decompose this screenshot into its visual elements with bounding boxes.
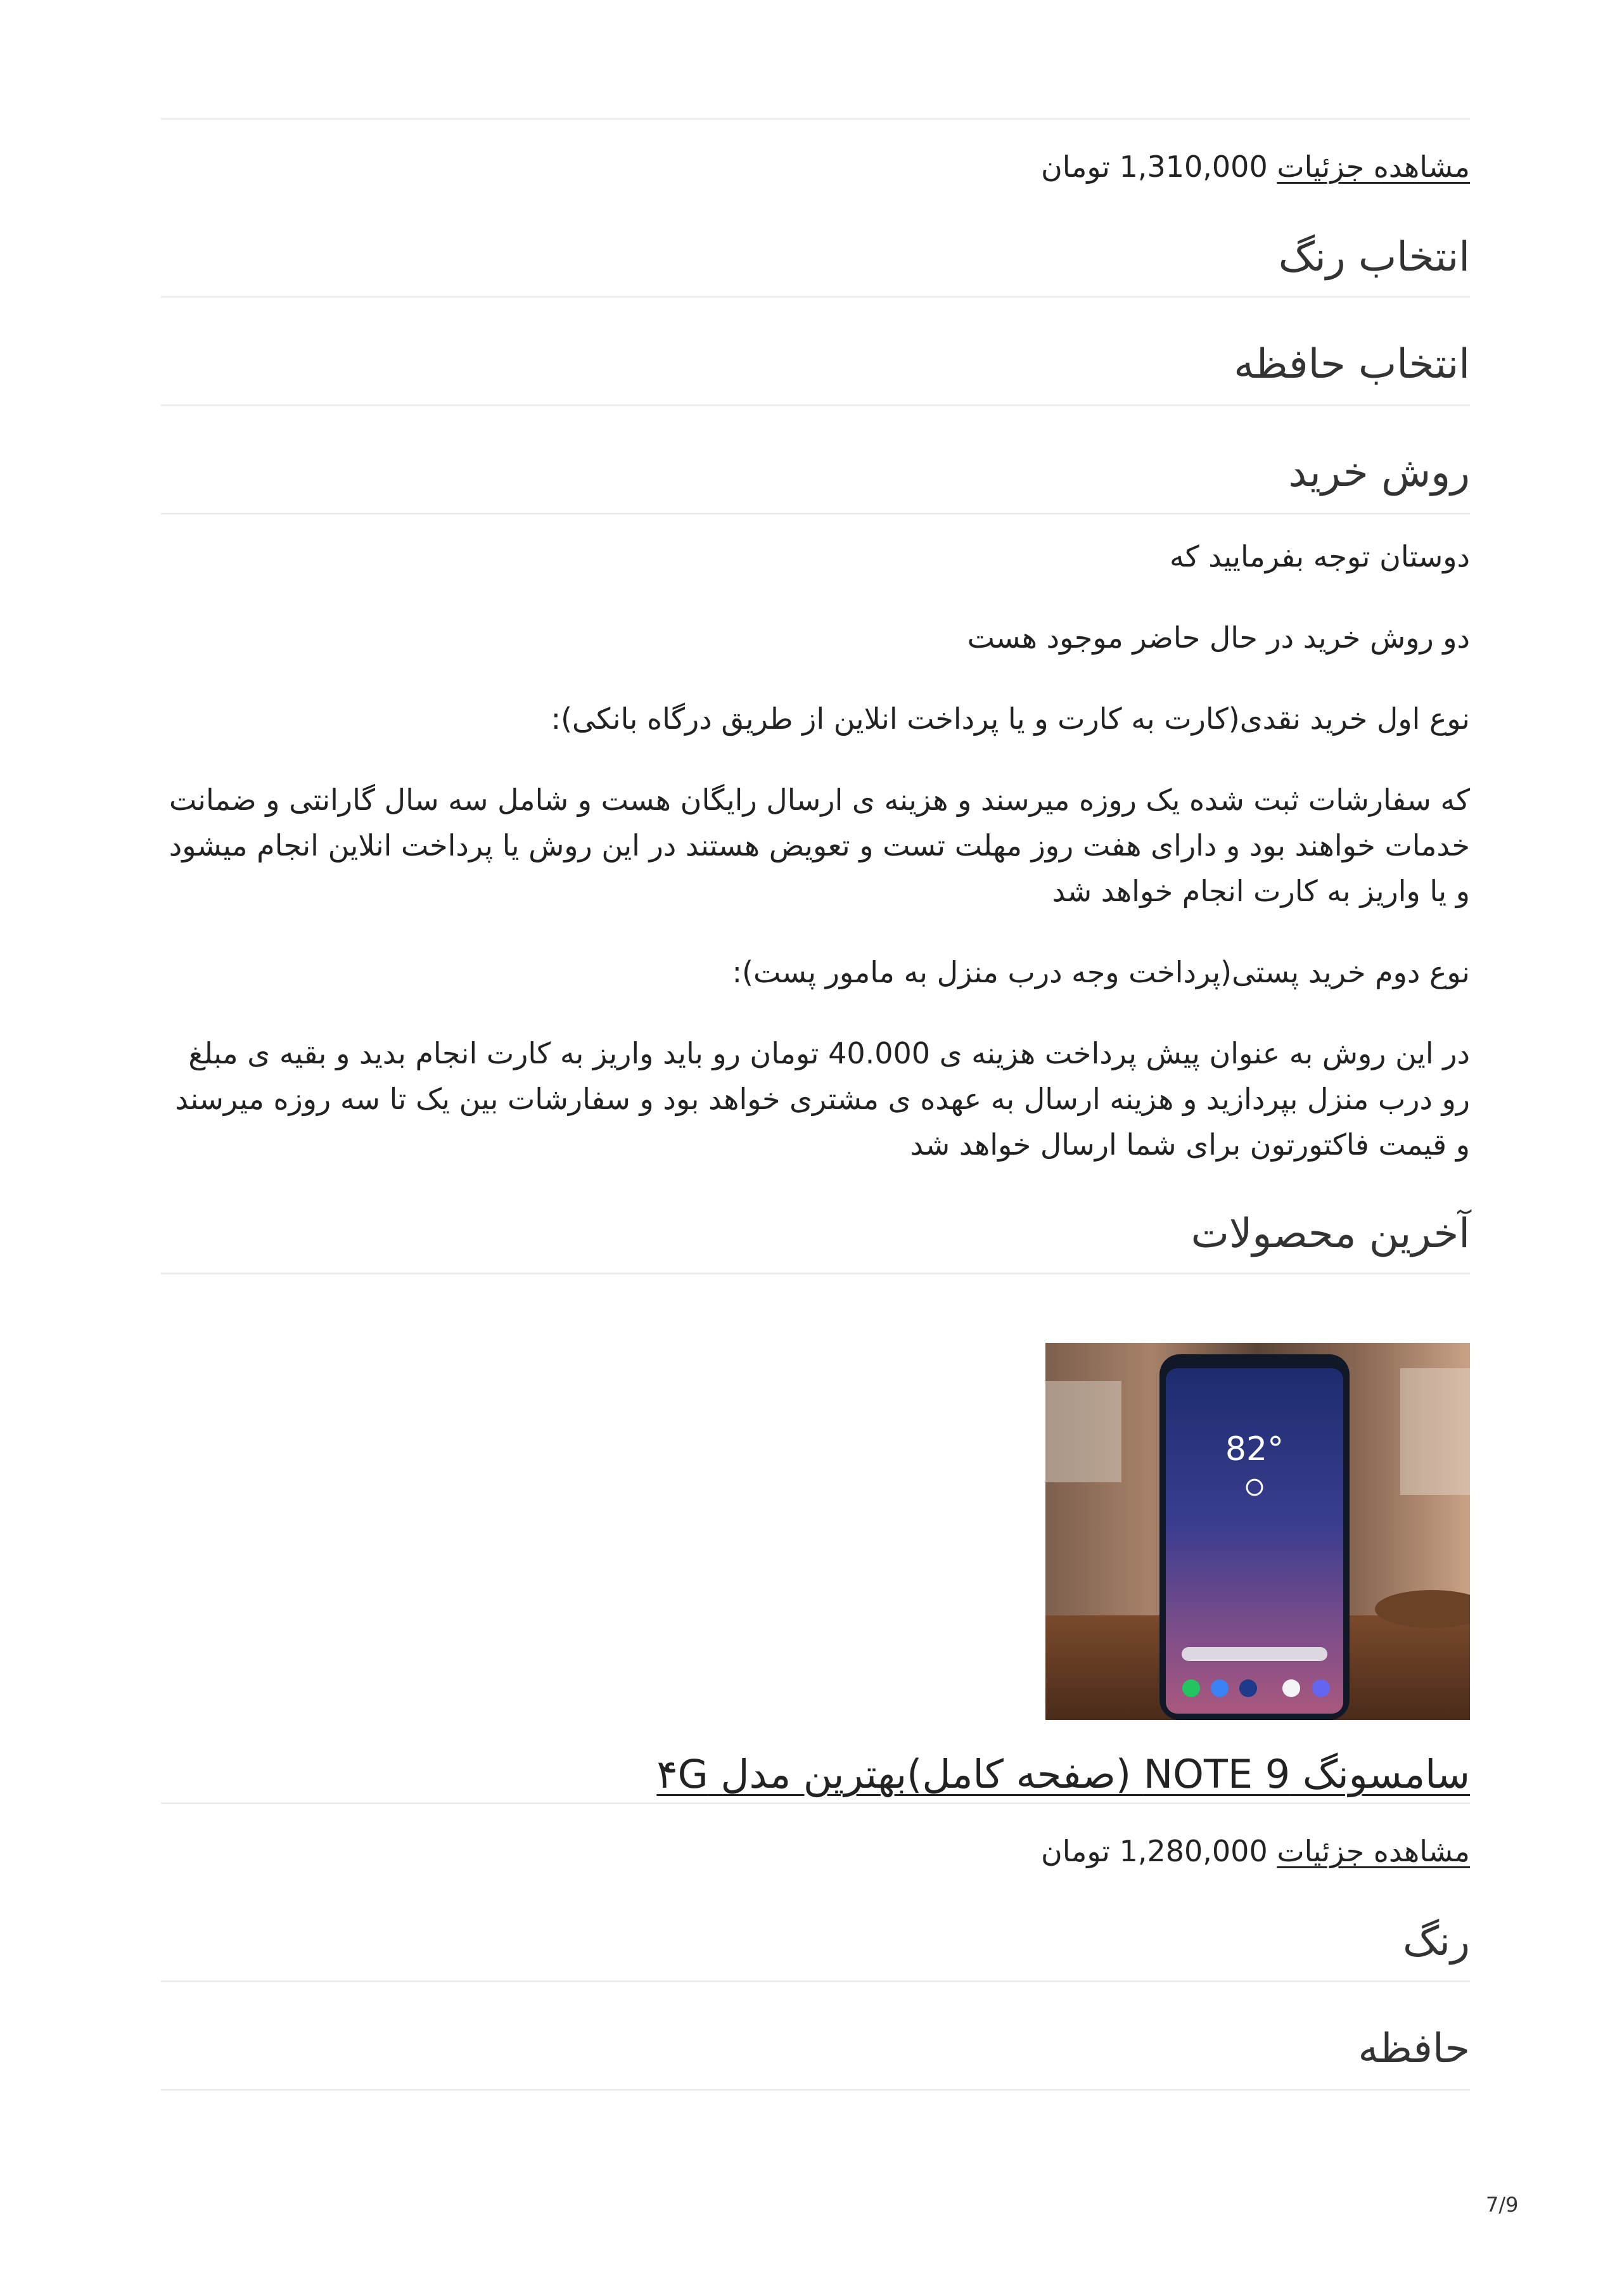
product2-title[interactable] <box>161 1747 1470 1802</box>
color-heading: انتخاب رنگ <box>1278 234 1470 281</box>
product2-price-row <box>161 1828 1470 1874</box>
page-content <box>161 118 1470 2091</box>
purchase-type2-title: نوع دوم خرید پستی(پرداخت وجه درب منزل به مامور پست): <box>732 955 1470 989</box>
product2-title-link[interactable]: سامسونگ NOTE 9 (صفحه کامل)بهترین مدل ۴G <box>656 1751 1470 1797</box>
product2-memory-heading: حافظه <box>1358 2025 1470 2072</box>
product1-price: 1,310,000 تومان <box>1040 150 1268 184</box>
divider <box>161 2089 1470 2091</box>
product2-color-heading: رنگ <box>1403 1918 1470 1965</box>
divider <box>161 1273 1470 1274</box>
divider <box>161 1980 1470 1982</box>
purchase-intro: دوستان توجه بفرمایید که <box>1170 539 1470 574</box>
purchase-method-heading: روش خرید <box>1288 449 1470 496</box>
divider <box>161 296 1470 298</box>
divider <box>161 118 1470 120</box>
purchase-type1-desc: که سفارشات ثبت شده یک روزه میرسند و هزینه ی ارسال رایگان هست و شامل سه سال گارانتی و ضمانت خدمات خواهند بود و دارای هفت روز مهلت تست و تعویض هستند در این روش یا پرداخت انلاین انجام میشود و یا واریز به کارت انجام خواهد شد <box>169 783 1470 908</box>
phone-screen-temperature: 82° <box>1225 1430 1284 1468</box>
purchase-type2-desc: در این روش به عنوان پیش پرداخت هزینه ی 40.000 تومان رو باید واریز به کارت انجام بدید و بقیه ی مبلغ رو درب منزل بپردازید و هزینه ارسال به عهده ی مشتری خواهد بود و سفارشات بین یک تا سه روزه میرسند و قیمت فاکتورتون برای شما ارسال خواهد شد <box>175 1036 1470 1162</box>
divider <box>161 513 1470 515</box>
latest-products-heading: آخرین محصولات <box>1191 1210 1470 1257</box>
divider <box>161 1802 1470 1804</box>
phone-photo <box>1045 1343 1470 1720</box>
purchase-type1-title: نوع اول خرید نقدی(کارت به کارت و یا پرداخت انلاین از طریق درگاه بانکی): <box>551 702 1470 736</box>
product1-details-link[interactable]: مشاهده جزئیات <box>1277 150 1470 184</box>
purchase-methods-count: دو روش خرید در حال حاضر موجود هست <box>967 620 1470 655</box>
product-image[interactable] <box>1045 1343 1470 1720</box>
product2-details-link[interactable]: مشاهده جزئیات <box>1277 1834 1470 1868</box>
divider <box>161 404 1470 406</box>
product1-price-row <box>161 144 1470 189</box>
memory-heading: انتخاب حافظه <box>1234 341 1470 388</box>
product2-price: 1,280,000 تومان <box>1040 1834 1268 1868</box>
page-number: 7/9 <box>1486 2193 1519 2217</box>
